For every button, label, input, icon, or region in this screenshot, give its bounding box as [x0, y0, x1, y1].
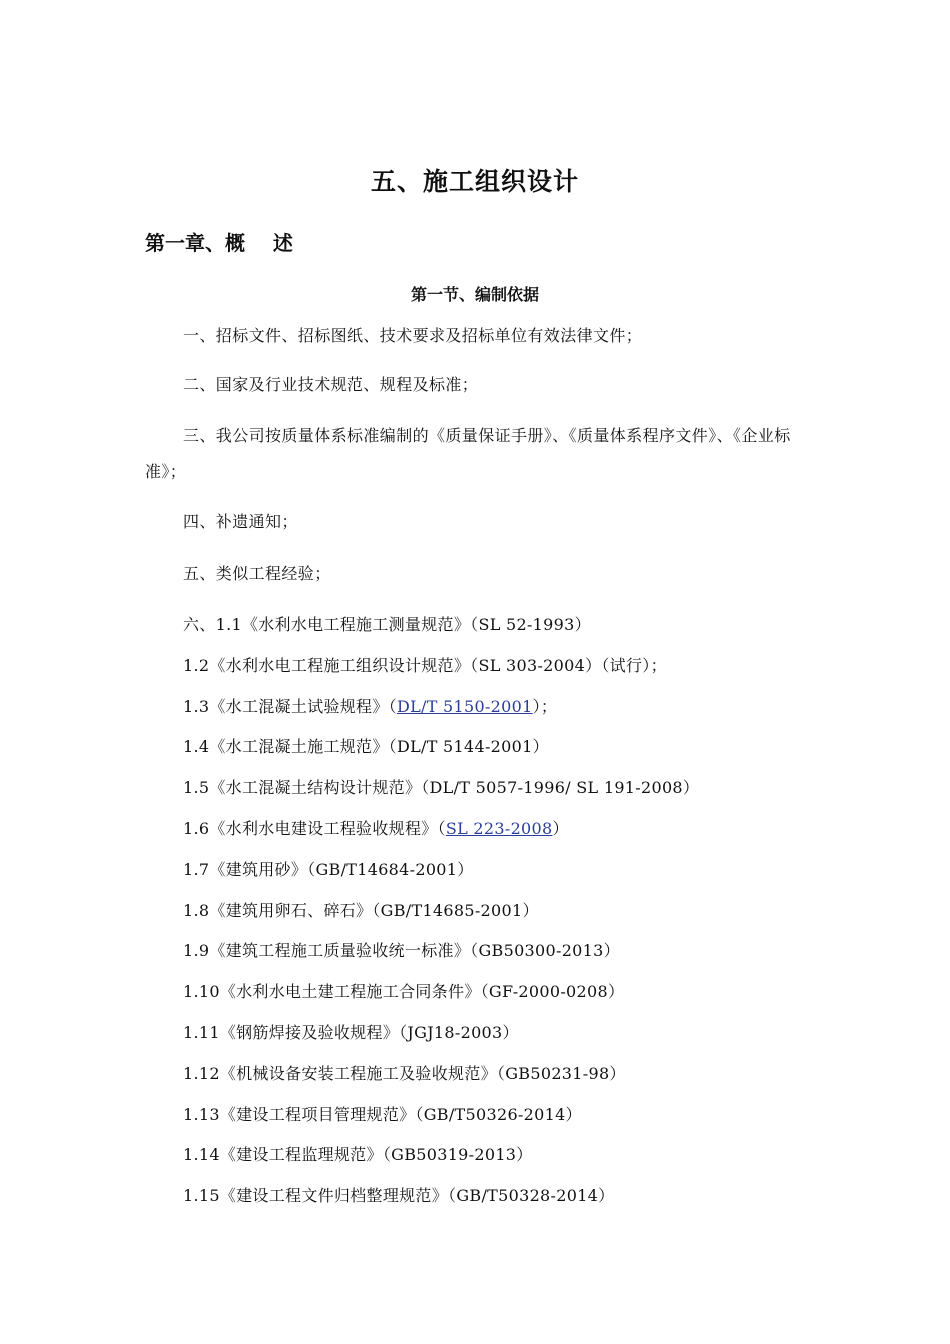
standard-text: 1.11《钢筋焊接及验收规程》（JGJ18-2003） — [183, 1023, 519, 1042]
standard-item — [183, 818, 569, 840]
standard-item — [183, 736, 549, 758]
standard-item — [183, 900, 539, 922]
standard-text: 1.12《机械设备安装工程施工及验收规范》（GB50231-98） — [183, 1063, 626, 1083]
standard-item — [183, 859, 474, 881]
standard-text: 六、1.1《水利水电工程施工测量规范》（SL 52-1993） — [183, 615, 591, 634]
section-heading: 第一节、编制依据 — [410, 285, 539, 304]
basis-item-1: 一、招标文件、招标图纸、技术要求及招标单位有效法律文件； — [183, 326, 643, 345]
standard-item — [183, 1063, 626, 1085]
standard-item — [183, 1144, 533, 1166]
standard-text: 1.15《建设工程文件归档整理规范》（GB/T50328-2014） — [183, 1186, 615, 1206]
standard-text: 1.4《水工混凝土施工规范》（DL/T 5144-2001） — [183, 737, 549, 757]
standard-item — [183, 614, 591, 636]
basis-item-3: 三、我公司按质量体系标准编制的《质量保证手册》、《质量体系程序文件》、《企业标准》； — [145, 426, 791, 481]
basis-item-5: 五、类似工程经验； — [183, 564, 331, 583]
standard-item — [183, 1104, 582, 1126]
chapter-heading: 第一章、概 述 — [145, 231, 293, 255]
standard-text: 1.10《水利水电土建工程施工合同条件》（GF-2000-0208） — [183, 982, 625, 1002]
standard-text: 1.14《建设工程监理规范》（GB50319-2013） — [183, 1145, 533, 1165]
standard-text: 1.5《水工混凝土结构设计规范》（DL/T 5057-1996/ SL 191-2008） — [183, 778, 700, 798]
standard-item — [183, 655, 667, 677]
basis-item-4: 四、补遗通知； — [183, 512, 298, 531]
standard-text: 1.8《建筑用卵石、碎石》（GB/T14685-2001） — [183, 900, 539, 920]
standard-link[interactable]: DL/T 5150-2001 — [396, 696, 533, 716]
standard-item — [183, 1022, 519, 1044]
basis-item-2: 二、国家及行业技术规范、规程及标准； — [183, 375, 479, 394]
standard-text: 1.3《水工混凝土试验规程》（ — [183, 696, 397, 716]
standard-link[interactable]: SL 223-2008 — [445, 819, 553, 838]
standard-text: 1.2《水利水电工程施工组织设计规范》（SL 303-2004）（试行）； — [183, 655, 667, 675]
standard-item — [183, 940, 620, 962]
standard-item — [183, 696, 557, 718]
standard-text: 1.6《水利水电建设工程验收规程》（ — [183, 819, 446, 838]
document-title: 五、施工组织设计 — [370, 167, 579, 196]
standard-text-suffix: ）； — [532, 696, 558, 716]
standard-text: 1.9《建筑工程施工质量验收统一标准》（GB50300-2013） — [183, 941, 620, 961]
standard-item — [183, 777, 699, 799]
standard-text: 1.7《建筑用砂》（GB/T14684-2001） — [183, 859, 474, 879]
standard-text-suffix: ） — [552, 819, 569, 838]
standard-text: 1.13《建设工程项目管理规范》（GB/T50326-2014） — [183, 1104, 582, 1124]
standard-item — [183, 981, 624, 1003]
standard-item — [183, 1185, 614, 1207]
